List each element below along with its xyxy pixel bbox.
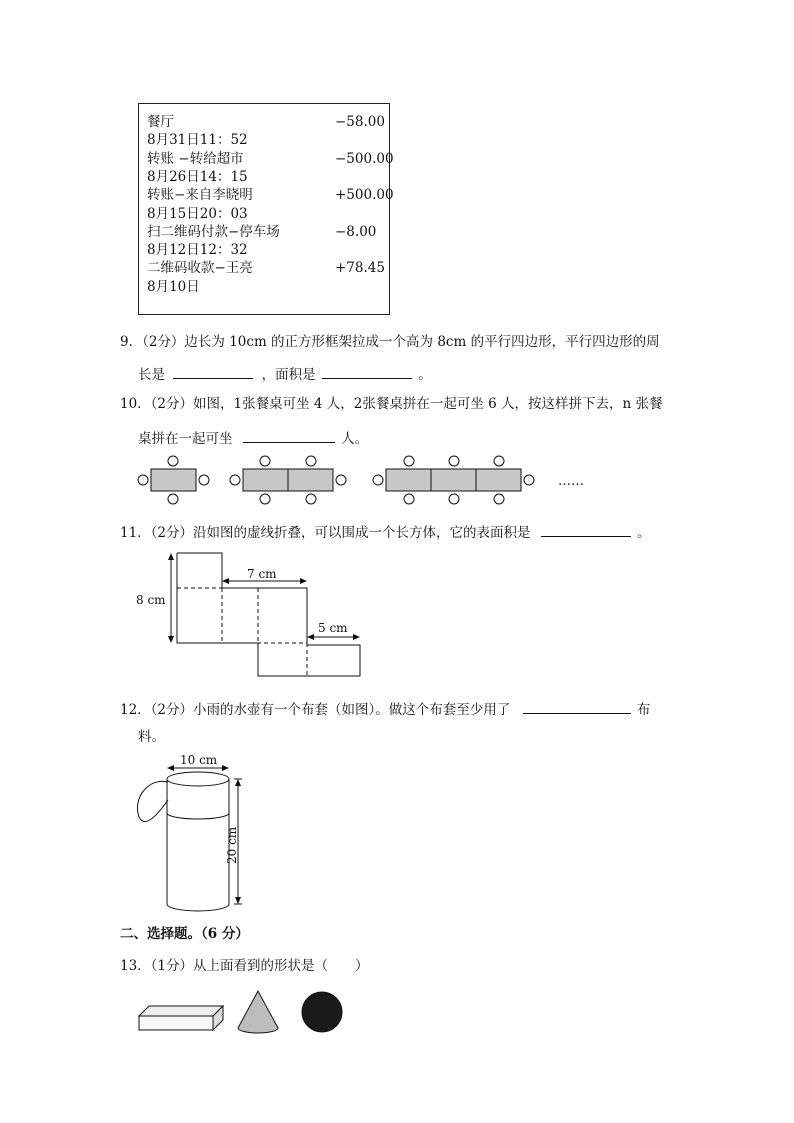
ledger-row <box>147 278 381 296</box>
seat <box>138 475 148 485</box>
section-2-title: 二、选择题。（6 分） <box>120 926 249 942</box>
label-7cm: 7 cm <box>247 567 277 581</box>
label-8cm: 8 cm <box>136 593 166 607</box>
question-12-line-2: 料。 <box>138 729 165 745</box>
seat <box>260 494 270 504</box>
ledger-description: 8月26日14：15 <box>147 168 248 185</box>
table-2a <box>243 469 288 491</box>
solids-diagram <box>135 988 350 1038</box>
q9-area-label: ，面积是 <box>261 367 316 383</box>
q10-answer-blank[interactable] <box>243 426 335 443</box>
seat <box>168 494 178 504</box>
seat <box>494 494 504 504</box>
table-3b <box>431 469 476 491</box>
q10-label: 桌拼在一起可坐 <box>138 431 233 447</box>
ledger-amount: +78.45 <box>335 260 385 277</box>
ledger-row <box>147 205 381 223</box>
question-10-line-2 <box>138 426 368 449</box>
table-3a <box>386 469 431 491</box>
ledger-description: 8月31日11：52 <box>147 132 248 149</box>
seat <box>449 494 459 504</box>
cylinder-band <box>167 813 229 819</box>
dining-tables-diagram <box>130 452 600 512</box>
ledger-row <box>147 241 381 259</box>
seat <box>449 456 459 466</box>
seat <box>336 475 346 485</box>
ledger-description: 8月12日12：32 <box>147 242 248 259</box>
ledger-amount: −500.00 <box>335 150 394 167</box>
q11-text: 11．（2分）沿如图的虚线折叠，可以围成一个长方体，它的表面积是 <box>120 525 531 541</box>
ledger-description: 转账 −转给超市 <box>147 150 244 167</box>
label-10cm: 10 cm <box>180 753 218 767</box>
ledger-amount: +500.00 <box>335 187 394 204</box>
ledger-row <box>147 259 385 277</box>
q9-perimeter-label: 长是 <box>138 367 165 383</box>
ledger-amount: −8.00 <box>335 223 377 240</box>
question-10-line-1: 10．（2分）如图，1张餐桌可坐 4 人，2张餐桌拼在一起可坐 6 人，按这样拼下去，n 张餐 <box>120 396 663 412</box>
ledger-description: 8月15日20：03 <box>147 205 248 222</box>
cylinder-top <box>167 772 229 786</box>
ledger-row <box>147 186 394 204</box>
question-11 <box>120 520 651 543</box>
q9-perimeter-blank[interactable] <box>173 362 253 379</box>
q10-ellipsis: …… <box>558 474 584 489</box>
seat <box>524 475 534 485</box>
q11-end: 。 <box>637 525 651 541</box>
sphere <box>302 992 342 1032</box>
seat <box>168 456 178 466</box>
q12-answer-blank[interactable] <box>523 697 631 714</box>
ledger-description: 8月10日 <box>147 278 200 295</box>
table-2b <box>288 469 333 491</box>
seat <box>306 494 316 504</box>
q9-area-blank[interactable] <box>322 362 412 379</box>
ledger-amount: −58.00 <box>335 114 385 130</box>
table-3c <box>476 469 521 491</box>
ledger-description: 扫二维码付款−停车场 <box>147 223 280 240</box>
seat <box>404 456 414 466</box>
q12-text: 12．（2分）小雨的水壶有一个布套（如图）。做这个布套至少用了 <box>120 702 511 718</box>
handle-loop <box>137 781 168 821</box>
seat <box>230 475 240 485</box>
ledger-description: 转账−来自李晓明 <box>147 187 253 204</box>
ledger-description: 二维码收款−王亮 <box>147 260 253 277</box>
cuboid-front <box>139 1016 213 1030</box>
label-20cm: 20 cm <box>225 826 239 864</box>
q9-end: 。 <box>418 367 432 383</box>
table-1 <box>151 469 196 491</box>
seat <box>260 456 270 466</box>
ledger-row <box>147 150 394 168</box>
ledger-row <box>147 168 381 186</box>
seat <box>404 494 414 504</box>
ledger-row <box>147 223 381 241</box>
transaction-ledger <box>138 103 394 315</box>
question-9-line-2 <box>138 362 432 385</box>
q10-end: 人。 <box>341 431 369 447</box>
fold-lines <box>177 588 307 676</box>
seat <box>373 475 383 485</box>
question-9-line-1: 9．（2分）边长为 10cm 的正方形框架拉成一个高为 8cm 的平行四边形，平行四边形的周 <box>120 334 660 350</box>
cone <box>238 991 278 1033</box>
q11-answer-blank[interactable] <box>541 520 631 537</box>
ledger-row <box>147 131 381 149</box>
seat <box>494 456 504 466</box>
bottle-cover-diagram <box>130 752 260 918</box>
label-5cm: 5 cm <box>318 621 348 635</box>
ledger-row <box>147 113 385 131</box>
cuboid-net-diagram <box>130 548 380 680</box>
question-12-line-1 <box>120 697 650 720</box>
ledger-description: 餐厅 <box>147 114 174 130</box>
seat <box>306 456 316 466</box>
question-13: 13．（1分）从上面看到的形状是（ ） <box>120 958 369 974</box>
seat <box>199 475 209 485</box>
cuboid-top <box>139 1006 223 1016</box>
q12-end: 布 <box>636 702 651 718</box>
